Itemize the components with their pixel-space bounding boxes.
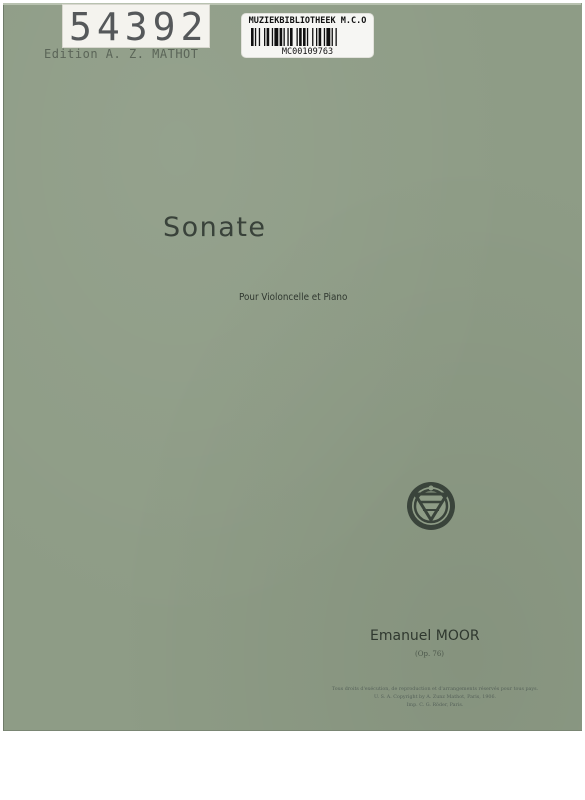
score-title: Sonate bbox=[163, 212, 267, 243]
library-name: MUZIEKBIBLIOTHEEK M.C.O bbox=[248, 16, 367, 26]
library-barcode-label bbox=[241, 13, 374, 58]
publisher-edition-stamp: Edition A. Z. MATHOT bbox=[44, 47, 199, 61]
opus-number: (Op. 76) bbox=[415, 650, 445, 658]
barcode-icon bbox=[251, 28, 365, 46]
rights-line: U. S. A. Copyright by A. Zunz Mathot, Paris, 1906. bbox=[373, 695, 497, 700]
composer-name: Emanuel MOOR bbox=[370, 628, 480, 644]
catalog-number: 54392 bbox=[69, 5, 209, 48]
barcode-number: MC00109763 bbox=[281, 47, 334, 57]
score-cover bbox=[3, 3, 582, 731]
catalog-number-sticker bbox=[62, 4, 210, 48]
rights-line: Tous droits d'exécution, de reproduction et d'arrangements réservés pour tous pays. bbox=[331, 687, 539, 692]
rights-line: Imp. C. G. Röder, Paris. bbox=[406, 703, 464, 708]
publisher-emblem-icon bbox=[405, 480, 457, 532]
copyright-notice bbox=[300, 686, 570, 710]
instrumentation-subtitle: Pour Violoncelle et Piano bbox=[239, 292, 348, 303]
